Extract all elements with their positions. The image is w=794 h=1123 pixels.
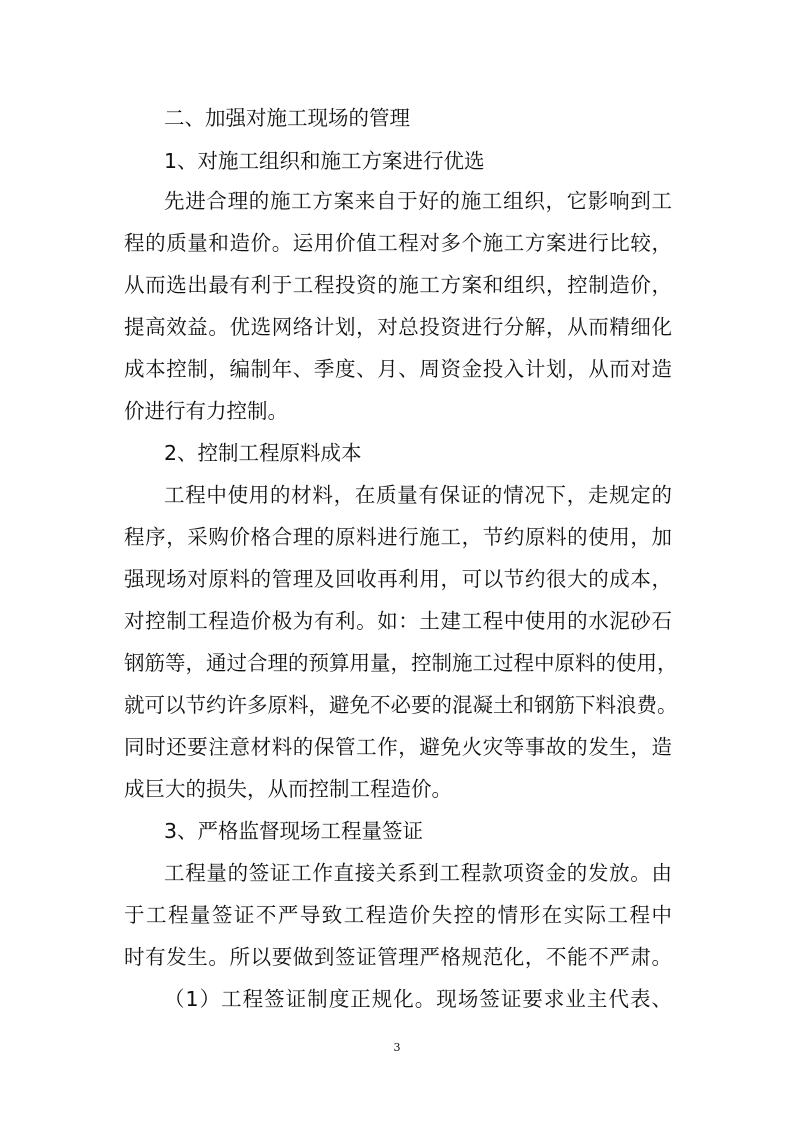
- paragraph-line: 对控制工程造价极为有利。如：土建工程中使用的水泥砂石: [124, 609, 672, 633]
- paragraph-line: 强现场对原料的管理及回收再利用，可以节约很大的成本，: [124, 567, 672, 591]
- paragraph-line: 就可以节约许多原料，避免不必要的混凝土和钢筋下料浪费。: [124, 693, 678, 717]
- paragraph-line: （1）工程签证制度正规化。现场签证要求业主代表、: [164, 987, 672, 1011]
- paragraph-line: 时有发生。所以要做到签证管理严格规范化，不能不严肃。: [124, 945, 672, 969]
- paragraph-line: 价进行有力控制。: [124, 399, 288, 423]
- subsection-title-2: 2、控制工程原料成本: [164, 441, 362, 465]
- subsection-title-3: 3、严格监督现场工程量签证: [164, 819, 424, 843]
- paragraph-line: 工程量的签证工作直接关系到工程款项资金的发放。由: [164, 861, 672, 885]
- paragraph-line: 成本控制，编制年、季度、月、周资金投入计划，从而对造: [124, 357, 672, 381]
- paragraph-line: 提高效益。优选网络计划，对总投资进行分解，从而精细化: [124, 315, 672, 339]
- paragraph-line: 同时还要注意材料的保管工作，避免火灾等事故的发生，造: [124, 735, 672, 759]
- paragraph-line: 程的质量和造价。运用价值工程对多个施工方案进行比较，: [124, 231, 672, 255]
- page-number: 3: [393, 1041, 401, 1054]
- paragraph-line: 工程中使用的材料，在质量有保证的情况下，走规定的: [164, 483, 672, 507]
- paragraph-line: 从而选出最有利于工程投资的施工方案和组织，控制造价，: [124, 273, 672, 297]
- paragraph-line: 于工程量签证不严导致工程造价失控的情形在实际工程中: [124, 903, 672, 927]
- paragraph-line: 钢筋等，通过合理的预算用量，控制施工过程中原料的使用，: [124, 651, 678, 675]
- paragraph-line: 先进合理的施工方案来自于好的施工组织，它影响到工: [164, 189, 672, 213]
- section-heading: 二、加强对施工现场的管理: [164, 106, 410, 130]
- subsection-title-1: 1、对施工组织和施工方案进行优选: [164, 149, 485, 173]
- paragraph-line: 成巨大的损失，从而控制工程造价。: [124, 777, 452, 801]
- paragraph-line: 程序，采购价格合理的原料进行施工，节约原料的使用，加: [124, 525, 672, 549]
